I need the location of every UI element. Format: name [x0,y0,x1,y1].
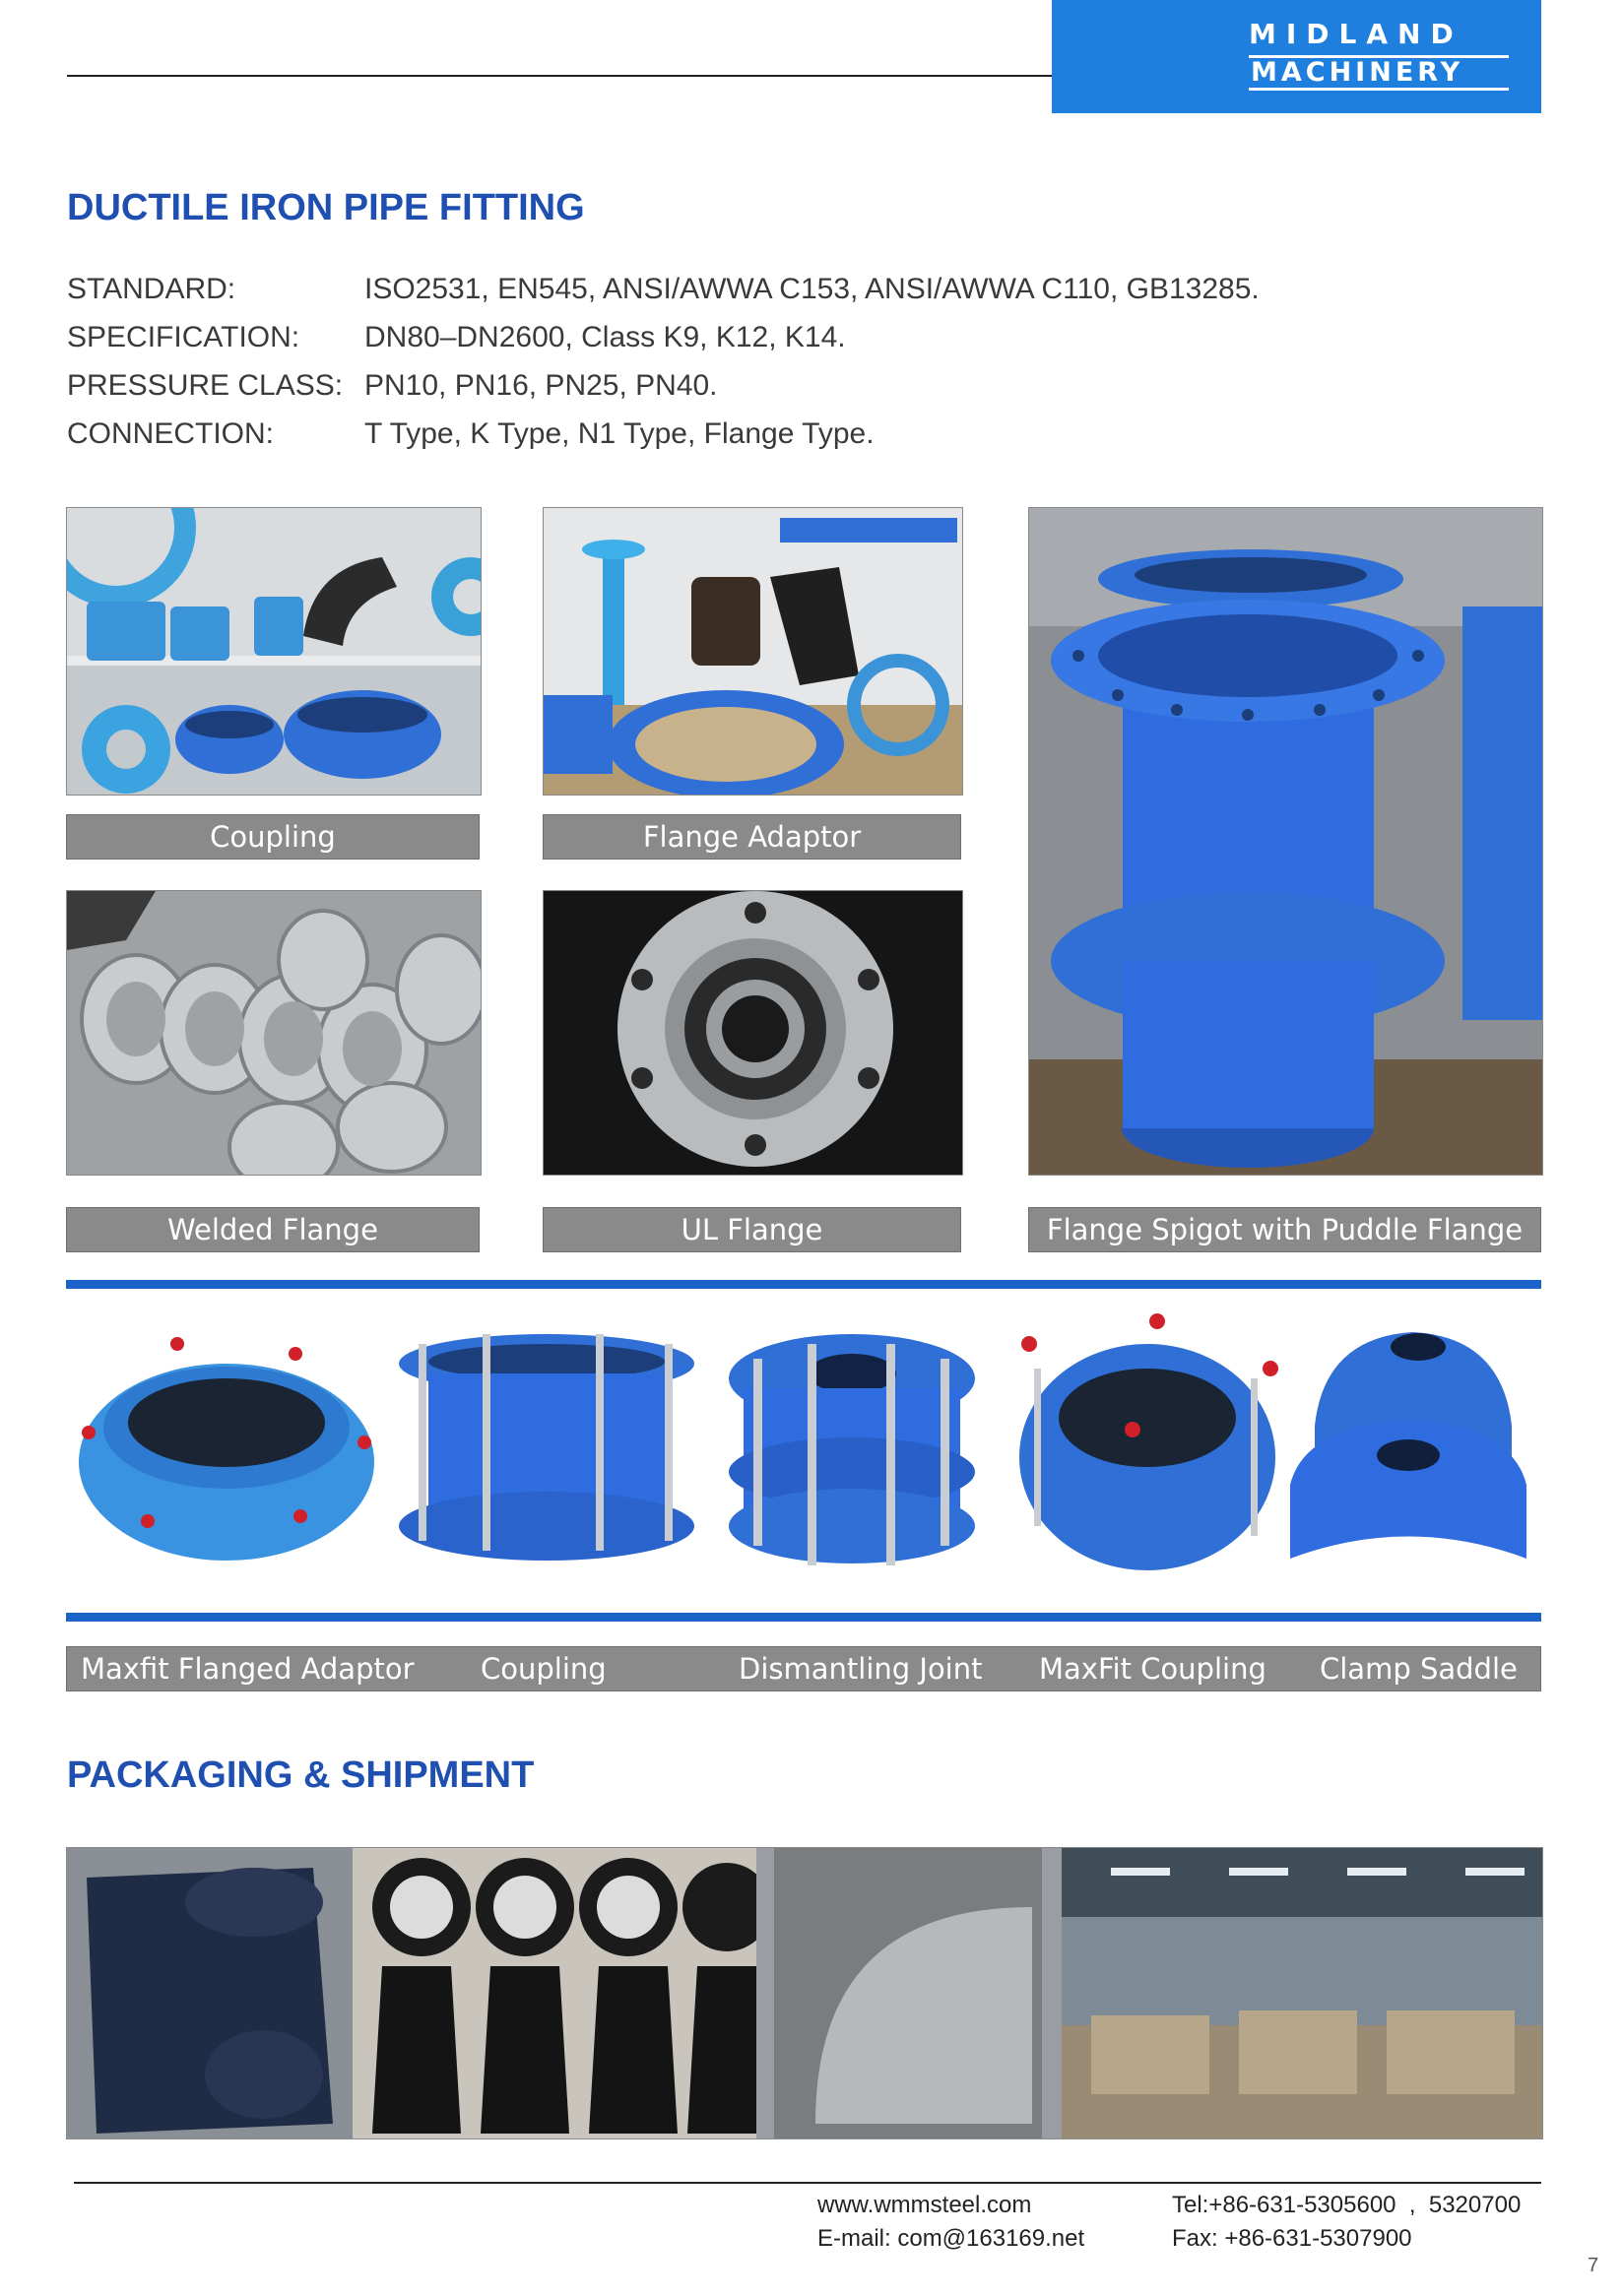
ul-flange-photo [543,890,963,1176]
product-caption-bar [66,1646,1541,1691]
spec-label: SPECIFICATION: [67,321,300,353]
caption-coupling: Coupling [66,814,480,860]
footer-website: www.wmmsteel.com [817,2192,1032,2218]
spec-value: T Type, K Type, N1 Type, Flange Type. [364,417,875,450]
spec-table [67,273,1260,466]
spec-row-connection [67,417,1260,466]
caption-clamp-saddle: Clamp Saddle [1320,1652,1518,1686]
caption-welded-flange: Welded Flange [66,1207,480,1252]
header-rule [67,75,1052,77]
coupling-photo [66,507,482,796]
spec-value: DN80–DN2600, Class K9, K12, K14. [364,321,846,353]
footer-tel: Tel:+86-631-5305600 , 5320700 [1172,2192,1522,2218]
coupling-product-photo [394,1324,704,1585]
caption-maxfit-flanged-adaptor: Maxfit Flanged Adaptor [81,1652,415,1686]
footer-email: E-mail: com@163169.net [817,2225,1085,2252]
footer-fax: Fax: +86-631-5307900 [1172,2225,1412,2252]
dismantling-joint-photo [724,1319,980,1590]
brand-line-2: MACHINERY [1249,55,1509,91]
flange-adaptor-photo [543,507,963,796]
spec-label: CONNECTION: [67,417,274,450]
footer-rule [74,2182,1541,2184]
packaging-photo-strip [66,1847,1543,2139]
spec-value: ISO2531, EN545, ANSI/AWWA C153, ANSI/AWWA C110, GB13285. [364,273,1260,305]
caption-flange-spigot: Flange Spigot with Puddle Flange [1028,1207,1541,1252]
caption-coupling-product: Coupling [481,1652,607,1686]
brand-line-1: MIDLAND [1249,18,1463,50]
packaging-title: PACKAGING & SHIPMENT [67,1754,535,1796]
spec-value: PN10, PN16, PN25, PN40. [364,369,718,402]
spec-row-pressure-class [67,369,1260,417]
fitting-title: DUCTILE IRON PIPE FITTING [67,187,585,228]
spec-label: PRESSURE CLASS: [67,369,344,402]
brand-logo [1052,0,1541,113]
flange-spigot-photo [1028,507,1543,1176]
welded-flange-photo [66,890,482,1176]
section-divider-top [66,1280,1541,1289]
spec-row-standard [67,273,1260,321]
page-number: 7 [1588,2255,1599,2276]
caption-dismantling-joint: Dismantling Joint [739,1652,983,1686]
section-divider-bottom [66,1613,1541,1622]
caption-ul-flange: UL Flange [543,1207,961,1252]
maxfit-flanged-adaptor-photo [69,1314,384,1580]
caption-flange-adaptor: Flange Adaptor [543,814,961,860]
maxfit-coupling-photo [1009,1309,1290,1590]
spec-row-specification [67,321,1260,369]
clamp-saddle-photo [1285,1317,1531,1588]
caption-maxfit-coupling: MaxFit Coupling [1039,1652,1266,1686]
spec-label: STANDARD: [67,273,236,305]
